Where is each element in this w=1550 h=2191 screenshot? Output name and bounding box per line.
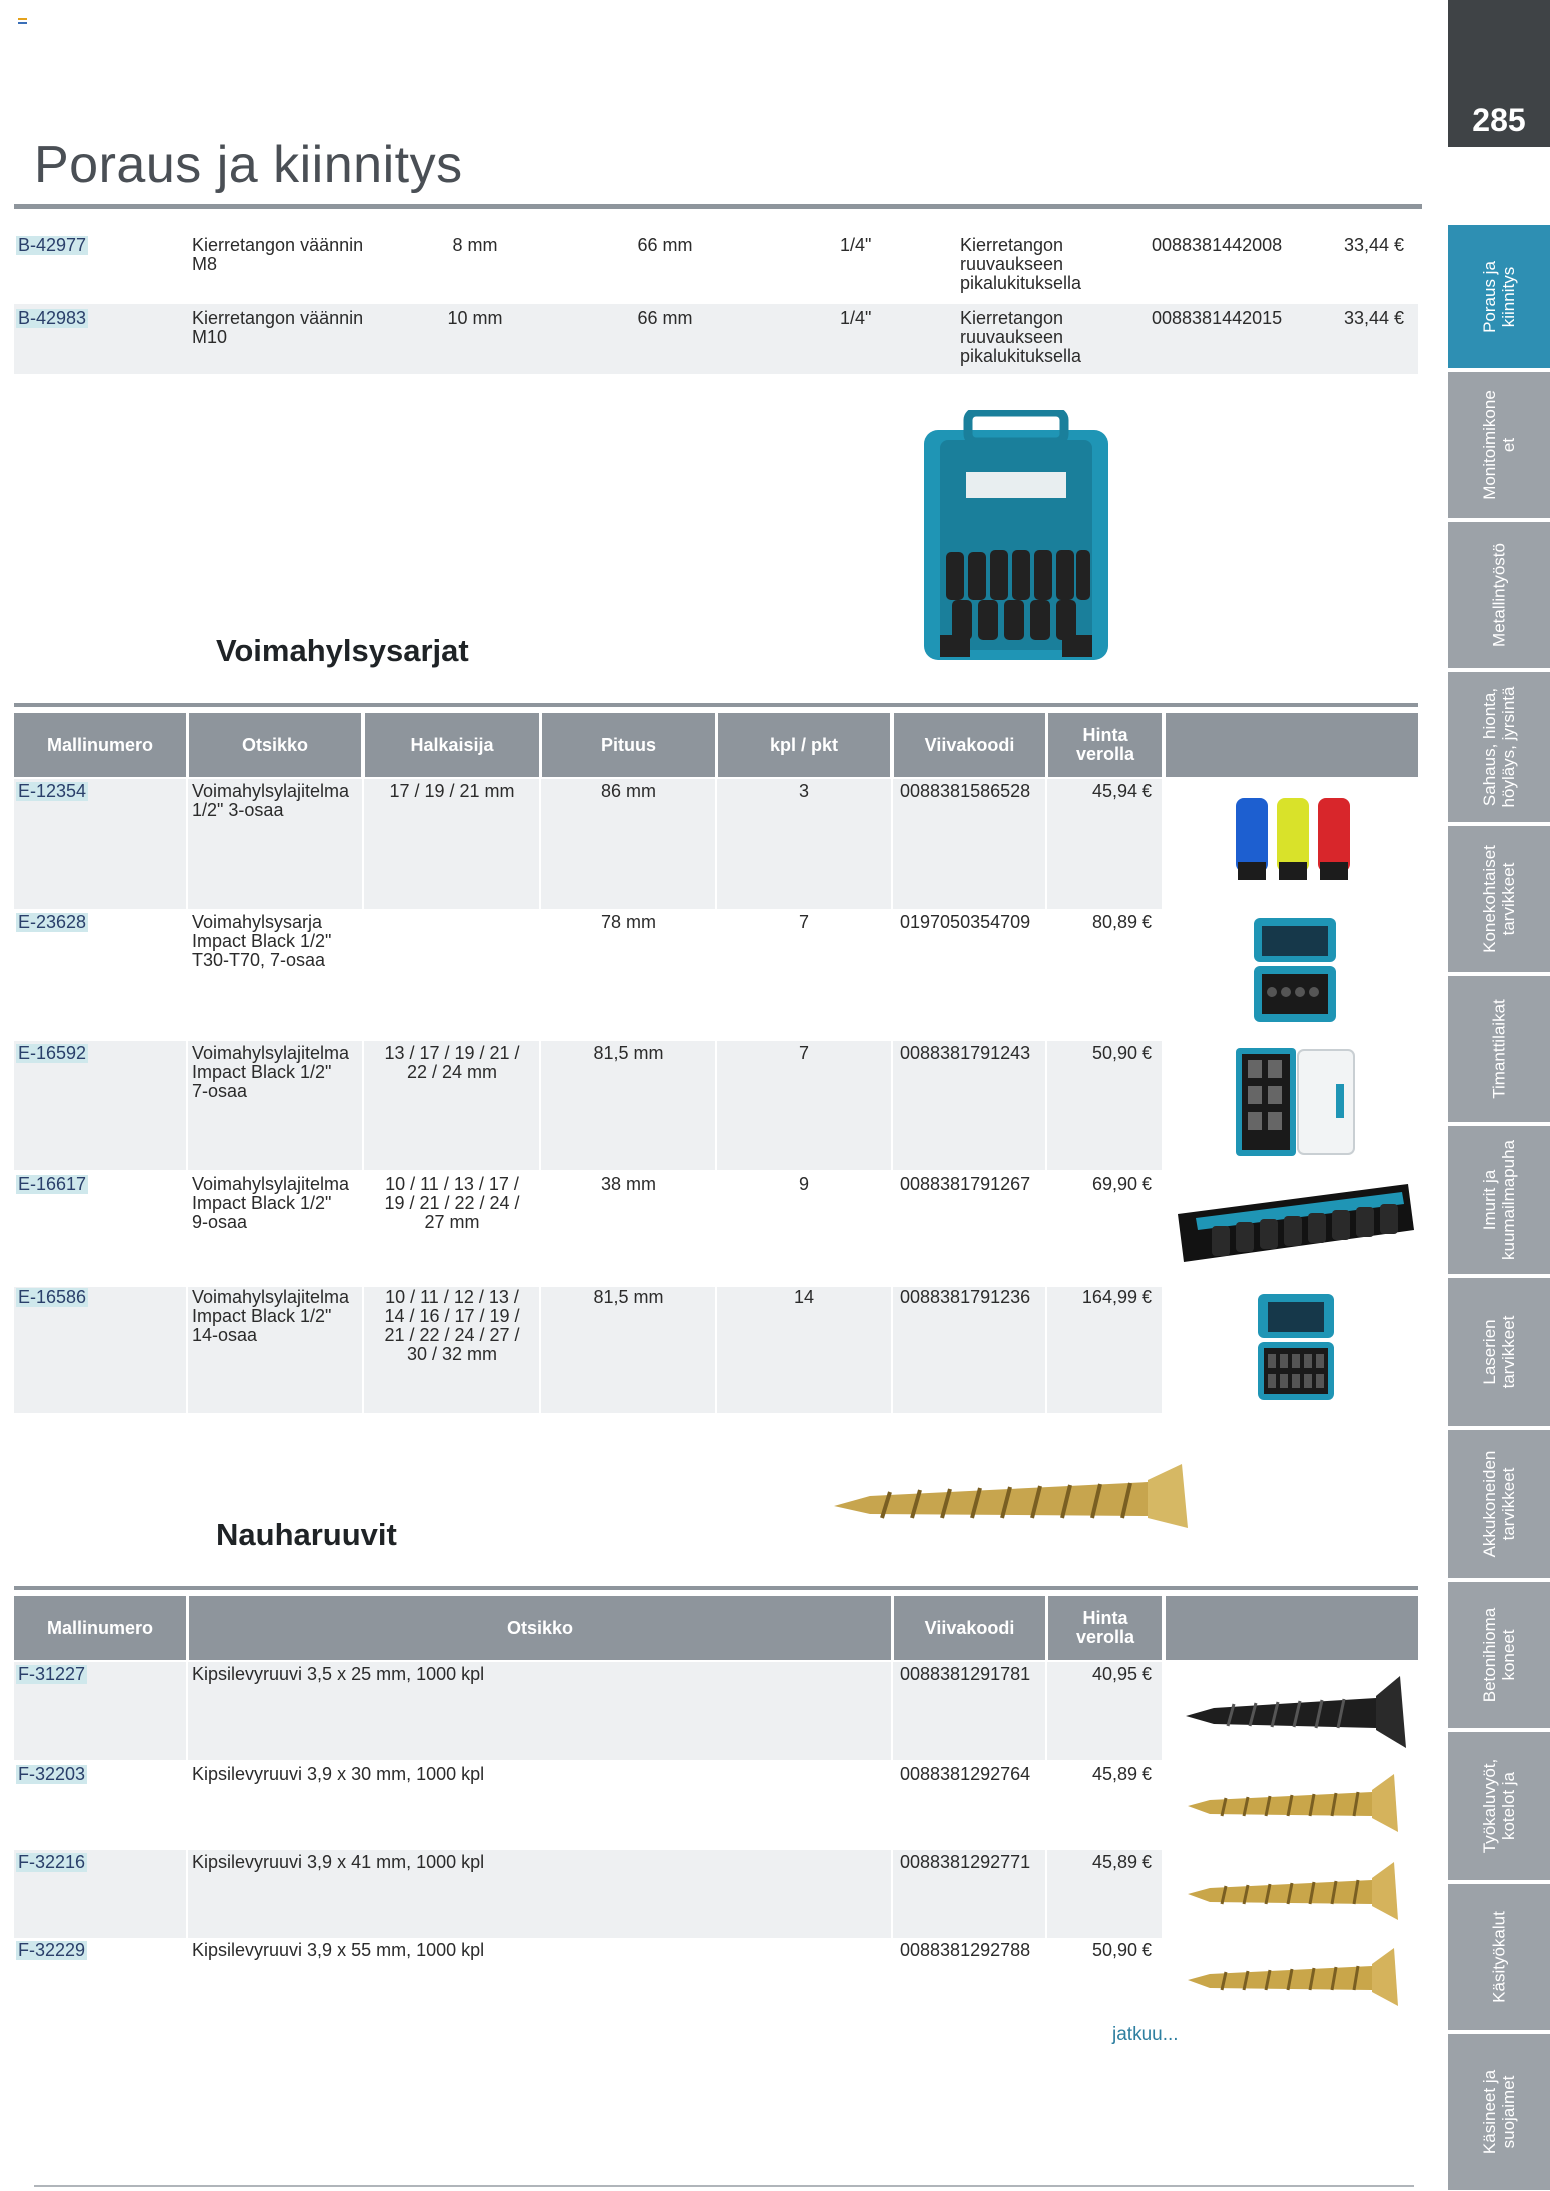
- side-tab-label: Käsineet ja suojaimet: [1480, 2069, 1518, 2155]
- barcode: 0088381791267: [900, 1174, 1031, 1194]
- side-tab-imurit[interactable]: [1448, 1126, 1550, 1278]
- length: 81,5 mm: [593, 1287, 664, 1307]
- header-image: [1166, 713, 1418, 777]
- side-tab-timanttilaikat[interactable]: [1448, 976, 1550, 1126]
- product-title: Voimahylsylajitelma Impact Black 1/2" 14-osaa: [192, 1287, 350, 1345]
- product-title: Kipsilevyruuvi 3,9 x 30 mm, 1000 kpl: [192, 1764, 485, 1784]
- big-case-image: [1254, 1292, 1338, 1404]
- continued-link[interactable]: jatkuu...: [1112, 2024, 1179, 2045]
- barcode: 0088381442015: [1152, 308, 1283, 328]
- header-qty: kpl / pkt: [718, 713, 890, 777]
- column-separator: [1045, 777, 1047, 1414]
- product-title: Kierretangon väännin M10: [192, 308, 364, 347]
- barcode: 0088381586528: [900, 781, 1031, 801]
- side-tab-sahaus[interactable]: [1448, 672, 1550, 826]
- model-code[interactable]: F-32229: [18, 1940, 86, 1960]
- side-tab-label: Käsityökalut: [1489, 1911, 1509, 2003]
- side-tab-label: Monitoimikone et: [1480, 390, 1518, 500]
- gold-screw-image: [1186, 1944, 1402, 2010]
- drive-size: 1/4": [840, 308, 872, 328]
- barcode: 0088381291781: [900, 1664, 1031, 1684]
- side-tab-tyokaluvyot[interactable]: [1448, 1732, 1550, 1884]
- case-with-lid-image: [1232, 1044, 1358, 1160]
- header-diameter: Halkaisija: [365, 713, 539, 777]
- price: 50,90 €: [1091, 1043, 1152, 1063]
- black-screw-image: [1184, 1672, 1410, 1752]
- side-tab-monitoimikoneet[interactable]: [1448, 372, 1550, 522]
- barcode: 0088381791243: [900, 1043, 1031, 1063]
- header-price: Hinta verolla: [1048, 713, 1162, 777]
- header-title: Otsikko: [189, 1596, 891, 1660]
- column-separator: [186, 777, 188, 1414]
- description: Kierretangon ruuvaukseen pikalukituksella: [960, 308, 1082, 366]
- product-title: Kierretangon väännin M8: [192, 235, 364, 274]
- barcode: 0088381791236: [900, 1287, 1031, 1307]
- price: 33,44 €: [1343, 308, 1404, 328]
- price: 40,95 €: [1091, 1664, 1152, 1684]
- section-rule: [14, 1586, 1418, 1590]
- barcode: 0197050354709: [900, 912, 1031, 932]
- side-tab-akkukoneiden[interactable]: [1448, 1430, 1550, 1582]
- socket-rail-image: [1176, 1176, 1416, 1272]
- price: 80,89 €: [1091, 912, 1152, 932]
- header-title: Otsikko: [189, 713, 361, 777]
- colored-sockets-image: [1232, 792, 1358, 888]
- section-rule: [14, 703, 1418, 707]
- model-code[interactable]: E-12354: [18, 781, 87, 801]
- column-separator: [891, 777, 893, 1414]
- barcode: 0088381442008: [1152, 235, 1283, 255]
- bottom-rule: [34, 2185, 1414, 2187]
- side-tab-label: Metallintyöstö: [1489, 543, 1509, 647]
- model-code[interactable]: E-16592: [18, 1043, 87, 1063]
- product-title: Kipsilevyruuvi 3,5 x 25 mm, 1000 kpl: [192, 1664, 485, 1684]
- side-tab-label: Laserien tarvikkeet: [1480, 1315, 1518, 1389]
- header-price: Hinta verolla: [1048, 1596, 1162, 1660]
- title-rule: [14, 204, 1422, 209]
- length: 66 mm: [637, 308, 693, 328]
- header-model: Mallinumero: [14, 1596, 186, 1660]
- column-separator: [539, 777, 541, 1414]
- page-number: 285: [1472, 102, 1526, 138]
- price: 45,89 €: [1091, 1852, 1152, 1872]
- price: 164,99 €: [1081, 1287, 1152, 1307]
- product-title: Voimahylsylajitelma Impact Black 1/2" 7-osaa: [192, 1043, 350, 1101]
- corner-mark: [18, 18, 27, 24]
- model-code[interactable]: E-23628: [18, 912, 87, 932]
- side-tab-betonihioma[interactable]: [1448, 1582, 1550, 1732]
- diameter: 10 / 11 / 13 / 17 / 19 / 21 / 22 / 24 / 27 mm: [384, 1174, 520, 1232]
- header-model: Mallinumero: [14, 713, 186, 777]
- price: 45,89 €: [1091, 1764, 1152, 1784]
- open-case-image: [1250, 916, 1340, 1028]
- product-title: Kipsilevyruuvi 3,9 x 55 mm, 1000 kpl: [192, 1940, 485, 1960]
- gold-screw-image: [1186, 1770, 1402, 1836]
- side-tab-label: Imurit ja kuumailmapuha: [1480, 1139, 1518, 1261]
- model-code[interactable]: E-16617: [18, 1174, 87, 1194]
- column-separator: [362, 777, 364, 1414]
- side-tab-metallintyosto[interactable]: [1448, 522, 1550, 672]
- side-tab-laserien[interactable]: [1448, 1278, 1550, 1430]
- model-code[interactable]: B-42983: [18, 308, 87, 328]
- diameter: 10 / 11 / 12 / 13 / 14 / 16 / 17 / 19 / 21 / 22 / 24 / 27 / 30 / 32 mm: [384, 1287, 520, 1364]
- gold-screw-image: [1186, 1858, 1402, 1924]
- quantity: 9: [798, 1174, 809, 1194]
- length: 78 mm: [600, 912, 656, 932]
- socket-case-image: [918, 410, 1114, 668]
- product-title: Voimahylsylajitelma 1/2" 3-osaa: [192, 781, 350, 820]
- quantity: 7: [798, 912, 809, 932]
- length: 66 mm: [637, 235, 693, 255]
- header-barcode: Viivakoodi: [894, 713, 1045, 777]
- side-tab-label: Työkaluvyöt, kotelot ja: [1480, 1758, 1518, 1854]
- column-separator: [186, 1660, 188, 2026]
- side-tab-label: Poraus ja kiinnitys: [1480, 260, 1518, 333]
- screw-hero-image: [830, 1460, 1190, 1532]
- column-separator: [891, 1660, 893, 2026]
- side-tab-label: Sahaus, hionta, höyläys, jyrsintä: [1480, 686, 1518, 808]
- side-tab-kasityokalut[interactable]: [1448, 1884, 1550, 2034]
- diameter: 8 mm: [452, 235, 498, 255]
- length: 86 mm: [600, 781, 656, 801]
- price: 69,90 €: [1091, 1174, 1152, 1194]
- page-number-tab: [1448, 0, 1550, 147]
- description: Kierretangon ruuvaukseen pikalukituksella: [960, 235, 1082, 293]
- header-barcode: Viivakoodi: [894, 1596, 1045, 1660]
- side-tab-label: Betonihioma koneet: [1480, 1607, 1518, 1703]
- model-code[interactable]: B-42977: [18, 235, 87, 255]
- quantity: 3: [798, 781, 809, 801]
- length: 38 mm: [600, 1174, 656, 1194]
- model-code[interactable]: F-32216: [18, 1852, 86, 1872]
- model-code[interactable]: F-32203: [18, 1764, 86, 1784]
- model-code[interactable]: E-16586: [18, 1287, 87, 1307]
- section-title-sockets: Voimahylsysarjat: [216, 633, 469, 668]
- product-title: Voimahylsysarja Impact Black 1/2" T30-T70, 7-osaa: [192, 912, 332, 970]
- diameter: 13 / 17 / 19 / 21 / 22 / 24 mm: [384, 1043, 520, 1082]
- barcode: 0088381292764: [900, 1764, 1031, 1784]
- price: 45,94 €: [1091, 781, 1152, 801]
- price: 50,90 €: [1091, 1940, 1152, 1960]
- diameter: 17 / 19 / 21 mm: [389, 781, 515, 801]
- diameter: 10 mm: [447, 308, 503, 328]
- page-title: Poraus ja kiinnitys: [34, 136, 463, 194]
- model-code[interactable]: F-31227: [18, 1664, 86, 1684]
- barcode: 0088381292771: [900, 1852, 1031, 1872]
- column-separator: [715, 777, 717, 1414]
- price: 33,44 €: [1343, 235, 1404, 255]
- barcode: 0088381292788: [900, 1940, 1031, 1960]
- side-tab-label: Konekohtaiset tarvikkeet: [1480, 845, 1518, 953]
- quantity: 14: [793, 1287, 815, 1307]
- side-tab-label: Timanttilaikat: [1489, 999, 1509, 1099]
- side-tab-poraus[interactable]: [1448, 225, 1550, 372]
- section-title-screws: Nauharuuvit: [216, 1517, 397, 1552]
- product-title: Voimahylsylajitelma Impact Black 1/2" 9-osaa: [192, 1174, 350, 1232]
- side-tab-label: Akkukoneiden tarvikkeet: [1480, 1450, 1518, 1558]
- side-tab-konekohtaiset[interactable]: [1448, 826, 1550, 976]
- length: 81,5 mm: [593, 1043, 664, 1063]
- side-tabs: [1448, 225, 1550, 2191]
- product-title: Kipsilevyruuvi 3,9 x 41 mm, 1000 kpl: [192, 1852, 485, 1872]
- quantity: 7: [798, 1043, 809, 1063]
- column-separator: [1045, 1660, 1047, 2026]
- drive-size: 1/4": [840, 235, 872, 255]
- header-length: Pituus: [542, 713, 715, 777]
- side-tab-kasineet[interactable]: [1448, 2034, 1550, 2191]
- header-image: [1166, 1596, 1418, 1660]
